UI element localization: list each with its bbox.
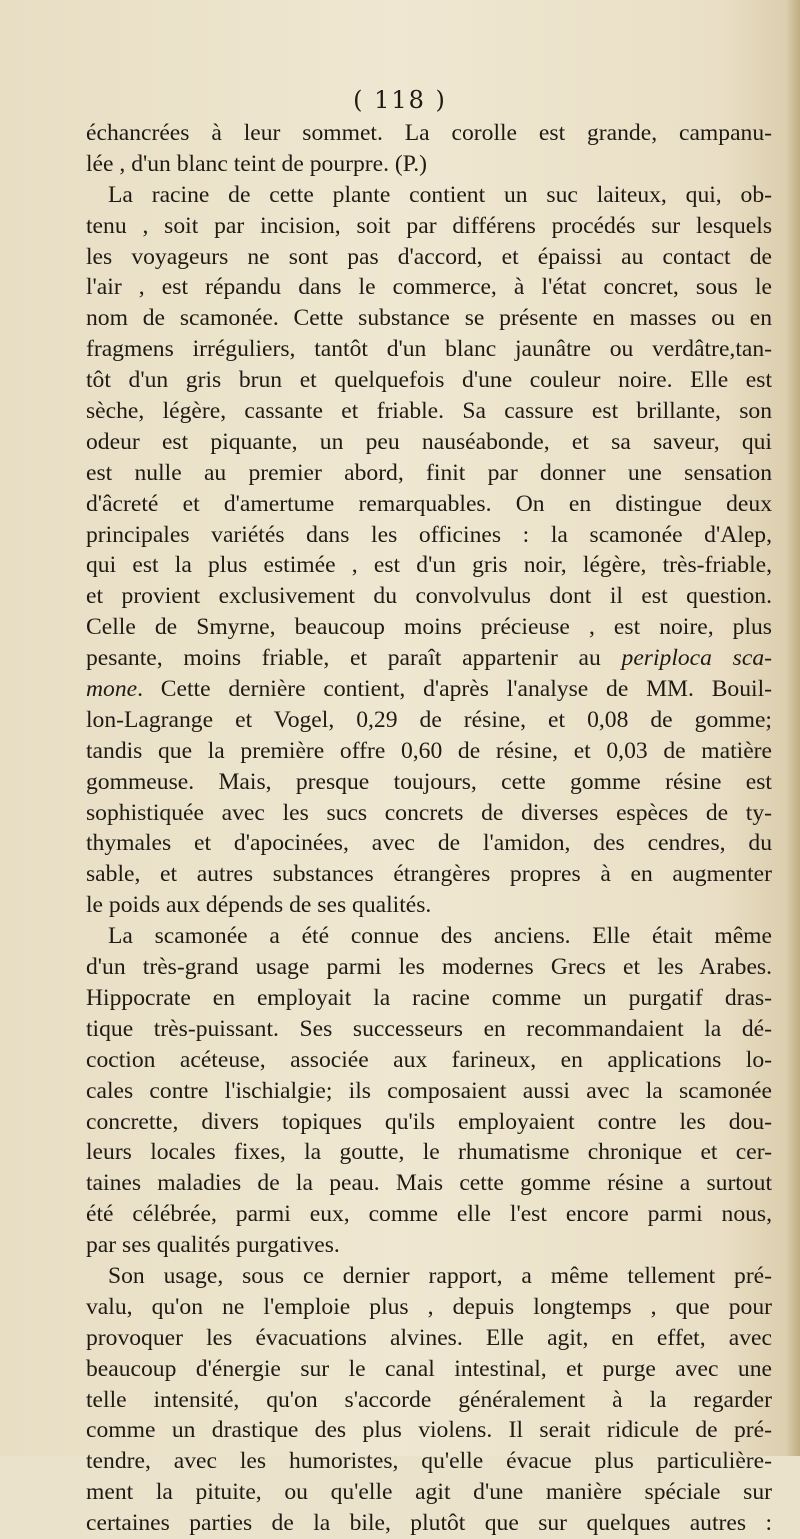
text-line bbox=[86, 396, 772, 427]
line-text: tenu , soit par incision, soit par différens procédés sur lesquels bbox=[86, 212, 772, 239]
line-text: nom de scamonée. Cette substance se présente en masses ou en bbox=[86, 305, 772, 332]
text-line bbox=[86, 242, 772, 273]
text-line bbox=[86, 643, 772, 674]
line-text: coction acéteuse, associée aux farineux, en applications lo- bbox=[86, 1046, 772, 1073]
text-line bbox=[86, 983, 772, 1014]
page-number: ( 118 ) bbox=[353, 86, 447, 114]
text-line bbox=[86, 828, 772, 859]
text-line bbox=[86, 705, 772, 736]
text-line bbox=[86, 1354, 772, 1385]
text-line bbox=[86, 211, 772, 242]
line-text: d'âcreté et d'amertume remarquables. On en distingue deux bbox=[86, 490, 772, 517]
line-text: beaucoup d'énergie sur le canal intestinal, et purge avec une bbox=[86, 1355, 772, 1382]
line-text: certaines parties de la bile, plutôt que sur quelques autres : bbox=[86, 1510, 772, 1537]
line-text: d'un très-grand usage parmi les modernes Grecs et les Arabes. bbox=[86, 954, 772, 981]
line-text: est nulle au premier abord, finit par donner une sensation bbox=[86, 459, 772, 486]
text-line bbox=[86, 427, 772, 458]
text-line bbox=[86, 334, 772, 365]
line-text: gommeuse. Mais, presque toujours, cette gomme résine est bbox=[86, 768, 772, 795]
text-line bbox=[86, 1137, 772, 1168]
page-edge-shadow bbox=[786, 0, 800, 1456]
text-line bbox=[86, 303, 772, 334]
line-text: échancrées à leur sommet. La corolle est grande, campanu- bbox=[86, 120, 772, 146]
text-line bbox=[86, 272, 772, 303]
text-line bbox=[86, 612, 772, 643]
text-line bbox=[86, 1230, 772, 1261]
line-text: comme un drastique des plus violens. Il serait ridicule de pré- bbox=[86, 1417, 772, 1444]
body-text bbox=[86, 118, 772, 1539]
line-text: leurs locales fixes, la goutte, le rhumatisme chronique et cer- bbox=[86, 1139, 772, 1166]
text-line bbox=[86, 674, 772, 705]
line-text: principales variétés dans les officines : la scamonée d'Alep, bbox=[86, 521, 772, 548]
text-line bbox=[86, 798, 772, 829]
line-text: tique très-puissant. Ses successeurs en recommandaient la dé- bbox=[86, 1015, 772, 1042]
line-text: ment la pituite, ou qu'elle agit d'une manière spéciale sur bbox=[86, 1479, 772, 1506]
text-line bbox=[86, 365, 772, 396]
text-line bbox=[86, 520, 772, 551]
text-line bbox=[86, 489, 772, 520]
text-line bbox=[86, 1415, 772, 1446]
line-text: sable, et autres substances étrangères propres à en augmenter bbox=[86, 861, 772, 888]
line-text: thymales et d'apocinées, avec de l'amidon, des cendres, du bbox=[86, 830, 772, 857]
text-line bbox=[86, 1477, 772, 1508]
text-line bbox=[86, 767, 772, 798]
line-text: odeur est piquante, un peu nauséabonde, et sa saveur, qui bbox=[86, 428, 772, 455]
text-line bbox=[86, 1508, 772, 1539]
line-text: été célébrée, parmi eux, comme elle l'est encore parmi nous, bbox=[86, 1201, 772, 1228]
line-text: valu, qu'on ne l'emploie plus , depuis longtemps , que pour bbox=[86, 1293, 772, 1320]
text-line bbox=[86, 1076, 772, 1107]
text-line bbox=[86, 1014, 772, 1045]
line-text: tendre, avec les humoristes, qu'elle évacue plus particulière- bbox=[86, 1448, 772, 1475]
line-text: cales contre l'ischialgie; ils composaient aussi avec la scamonée bbox=[86, 1077, 772, 1104]
text-line bbox=[86, 736, 772, 767]
text-line bbox=[86, 1385, 772, 1416]
line-text: les voyageurs ne sont pas d'accord, et épaissi au contact de bbox=[86, 243, 772, 270]
text-line bbox=[86, 952, 772, 983]
line-text: provoquer les évacuations alvines. Elle agit, en effet, avec bbox=[86, 1324, 772, 1351]
line-text: La racine de cette plante contient un suc laiteux, qui, ob- bbox=[108, 181, 772, 208]
line-text: et provient exclusivement du convolvulus dont il est question. bbox=[86, 583, 772, 610]
line-text: lon-Lagrange et Vogel, 0,29 de résine, et 0,08 de gomme; bbox=[86, 706, 772, 733]
line-text-after: . Cette dernière contient, d'après l'analyse de MM. Bouil- bbox=[137, 676, 772, 703]
line-text: sophistiquée avec les sucs concrets de diverses espèces de ty- bbox=[86, 799, 772, 826]
line-text: telle intensité, qu'on s'accorde généralement à la regarder bbox=[86, 1386, 772, 1413]
line-text: l'air , est répandu dans le commerce, à l'état concret, sous le bbox=[86, 274, 772, 301]
italic-term: mone bbox=[86, 676, 138, 703]
line-text: tandis que la première offre 0,60 de résine, et 0,03 de matière bbox=[86, 737, 772, 764]
text-line bbox=[86, 581, 772, 612]
line-text: taines maladies de la peau. Mais cette gomme résine a surtout bbox=[86, 1170, 772, 1197]
line-text: Son usage, sous ce dernier rapport, a même tellement pré- bbox=[108, 1262, 772, 1289]
text-line bbox=[86, 1045, 772, 1076]
line-text: fragmens irréguliers, tantôt d'un blanc jaunâtre ou verdâtre,tan- bbox=[86, 336, 772, 363]
line-text: Hippocrate en employait la racine comme un purgatif dras- bbox=[86, 984, 772, 1011]
text-line bbox=[86, 921, 772, 952]
line-text: concrette, divers topiques qu'ils employaient contre les dou- bbox=[86, 1108, 772, 1135]
line-text: le poids aux dépends de ses qualités. bbox=[86, 892, 432, 919]
line-text: lée , d'un blanc teint de pourpre. (P.) bbox=[86, 150, 428, 177]
line-text: pesante, moins friable, et paraît appartenir au bbox=[86, 645, 622, 672]
text-line bbox=[86, 1107, 772, 1138]
text-line bbox=[86, 1261, 772, 1292]
line-text: sèche, légère, cassante et friable. Sa cassure est brillante, son bbox=[86, 398, 772, 425]
text-line bbox=[86, 1323, 772, 1354]
italic-term: periploca sca- bbox=[621, 645, 772, 672]
line-text: La scamonée a été connue des anciens. Elle était même bbox=[108, 923, 772, 950]
text-line bbox=[86, 859, 772, 890]
text-line bbox=[86, 1168, 772, 1199]
text-line bbox=[86, 1446, 772, 1477]
text-line bbox=[86, 550, 772, 581]
text-line bbox=[86, 149, 772, 180]
line-text: Celle de Smyrne, beaucoup moins précieuse , est noire, plus bbox=[86, 614, 772, 641]
line-text: qui est la plus estimée , est d'un gris noir, légère, très-friable, bbox=[86, 552, 772, 579]
text-line bbox=[86, 1199, 772, 1230]
text-line bbox=[86, 890, 772, 921]
text-line bbox=[86, 118, 772, 149]
text-line bbox=[86, 180, 772, 211]
line-text: par ses qualités purgatives. bbox=[86, 1232, 340, 1259]
line-text: tôt d'un gris brun et quelquefois d'une couleur noire. Elle est bbox=[86, 367, 772, 394]
text-line bbox=[86, 1292, 772, 1323]
text-line bbox=[86, 458, 772, 489]
